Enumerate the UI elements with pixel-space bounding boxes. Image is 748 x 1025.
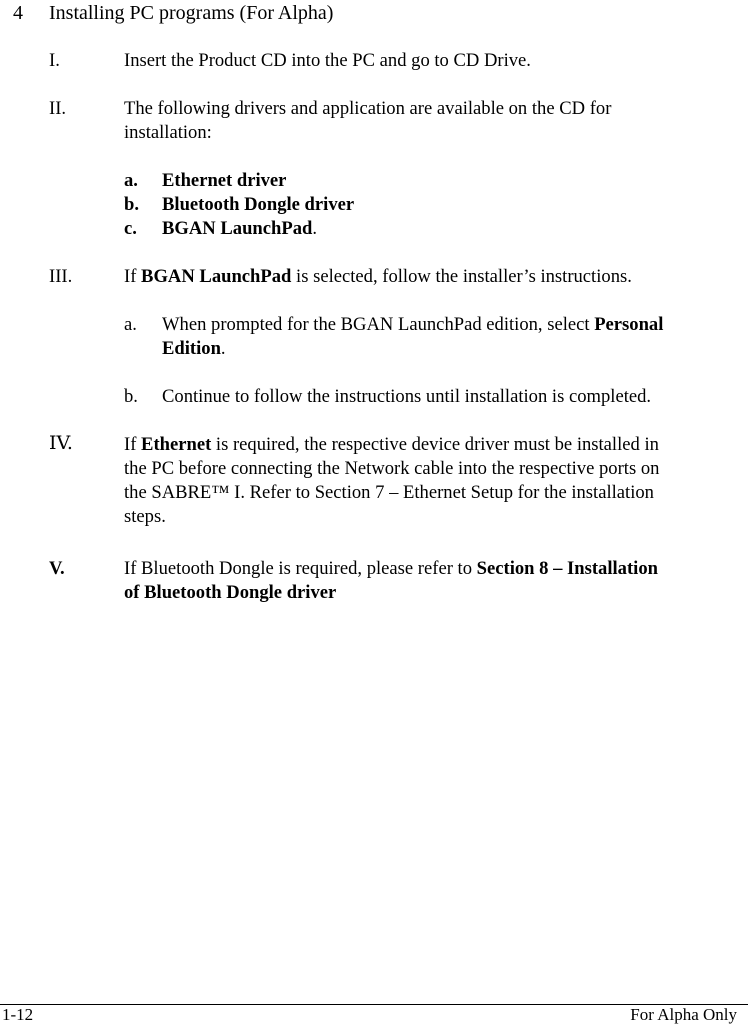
step-text-3 bbox=[124, 265, 632, 289]
option-letter-b: b. bbox=[124, 194, 139, 215]
substep-letter-a: a. bbox=[124, 314, 137, 335]
section-title: Installing PC programs (For Alpha) bbox=[49, 2, 334, 24]
step-text-2-line1: The following drivers and application are available on the CD for bbox=[124, 98, 612, 119]
text-bold-run: of Bluetooth Dongle driver bbox=[124, 582, 337, 603]
step-numeral-1: I. bbox=[49, 50, 60, 71]
text-run: . bbox=[220, 338, 226, 359]
step-text-4-line2: the PC before connecting the Network cable into the respective ports on bbox=[124, 458, 660, 479]
step-text-4-line3: the SABRE™ I. Refer to Section 7 – Ethernet Setup for the installation bbox=[124, 482, 654, 503]
substep-text-a-line2 bbox=[162, 337, 226, 361]
text-bold-run: Edition bbox=[162, 338, 221, 359]
option-bluetooth-dongle-driver bbox=[162, 193, 354, 217]
option-letter-c: c. bbox=[124, 218, 137, 239]
footer-page-number: 1-12 bbox=[2, 1005, 34, 1024]
option-bgan-launchpad bbox=[162, 217, 317, 241]
text-run: If Bluetooth Dongle is required, please refer to bbox=[124, 558, 477, 579]
text-bold-run: BGAN LaunchPad bbox=[141, 266, 292, 287]
step-numeral-5: V. bbox=[49, 558, 65, 579]
step-numeral-2: II. bbox=[49, 98, 67, 119]
option-ethernet-driver bbox=[162, 169, 286, 193]
step-text-5-line2 bbox=[124, 581, 336, 605]
substep-text-b: Continue to follow the instructions until installation is completed. bbox=[162, 386, 652, 407]
text-bold-run: Section 8 – Installation bbox=[476, 558, 658, 579]
text-run: is selected, follow the installer’s instructions. bbox=[291, 266, 632, 287]
option-label: Ethernet driver bbox=[162, 170, 287, 191]
text-bold-run: Personal bbox=[594, 314, 664, 335]
text-run: is required, the respective device driver must be installed in bbox=[211, 434, 659, 455]
substep-text-a-line1 bbox=[162, 313, 663, 337]
text-bold-run: Ethernet bbox=[141, 434, 212, 455]
step-numeral-4: IV. bbox=[49, 432, 73, 454]
step-text-4-line4: steps. bbox=[124, 506, 166, 527]
substep-letter-b: b. bbox=[124, 386, 138, 407]
text-run: If bbox=[124, 266, 142, 287]
section-heading bbox=[13, 0, 333, 26]
step-text-5-line1 bbox=[124, 557, 658, 581]
step-text-4-line1 bbox=[124, 433, 659, 457]
option-suffix: . bbox=[312, 218, 317, 239]
option-label: Bluetooth Dongle driver bbox=[162, 194, 355, 215]
option-letter-a: a. bbox=[124, 170, 138, 191]
option-label: BGAN LaunchPad bbox=[162, 218, 313, 239]
text-run: When prompted for the BGAN LaunchPad edition, select bbox=[162, 314, 595, 335]
step-text-2-line2: installation: bbox=[124, 122, 212, 143]
step-numeral-3: III. bbox=[49, 266, 73, 287]
step-text-1: Insert the Product CD into the PC and go to CD Drive. bbox=[124, 50, 531, 71]
footer-note: For Alpha Only bbox=[630, 1005, 737, 1024]
section-number: 4 bbox=[13, 2, 23, 24]
text-run: If bbox=[124, 434, 142, 455]
